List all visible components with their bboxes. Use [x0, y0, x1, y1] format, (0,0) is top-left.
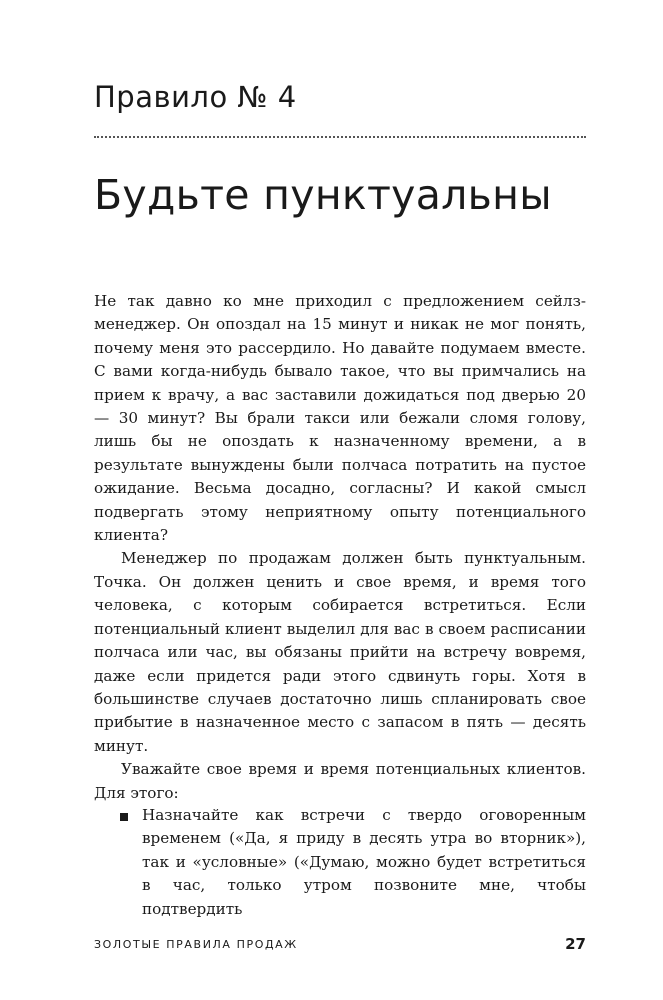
- dotted-divider: [94, 136, 586, 138]
- running-footer-title: ЗОЛОТЫЕ ПРАВИЛА ПРОДАЖ: [94, 938, 298, 951]
- paragraph-1: Не так давно ко мне приходил с предложением сейлз-менеджер. Он опоздал на 15 минут и никак не мог понять, почему меня это рассердило. Но давайте подумаем вместе. С вами когда-нибудь бывало такое, что вы примчались на прием к врачу, а вас заставили дожидаться под дверью 20 — 30 минут? Вы брали такси или бежали сломя голову, лишь бы не опоздать к назначенному времени, а в результате вынуждены были полчаса потратить на пустое ожидание. Весьма досадно, согласны? И какой смысл подвергать этому неприятному опыту потенциального клиента?: [94, 292, 586, 545]
- rule-heading: Правило № 4: [94, 80, 297, 114]
- bullet-text: Назначайте как встречи с твердо оговоренным временем («Да, я приду в десять утра во вторник»), так и «условные» («Думаю, можно будет встретиться в час, только утром позвоните мне, чтобы подтвердить: [142, 806, 586, 918]
- square-bullet-icon: [120, 813, 128, 821]
- paragraph-2: Менеджер по продажам должен быть пунктуальным. Точка. Он должен ценить и свое время, и время того человека, с которым собирается встретиться. Если потенциальный клиент выделил для вас в своем расписании полчаса или час, вы обязаны прийти на встречу вовремя, даже если придется ради этого сдвинуть горы. Хотя в большинстве случаев достаточно лишь спланировать свое прибытие в назначенное место с запасом в пять — десять минут.: [94, 549, 586, 755]
- page-number: 27: [565, 935, 586, 953]
- paragraph-3: Уважайте свое время и время потенциальных клиентов. Для этого:: [94, 760, 586, 802]
- list-item: [94, 804, 586, 921]
- bullet-list: [94, 804, 586, 921]
- body-text: [94, 290, 586, 805]
- chapter-title: Будьте пунктуальны: [94, 171, 552, 219]
